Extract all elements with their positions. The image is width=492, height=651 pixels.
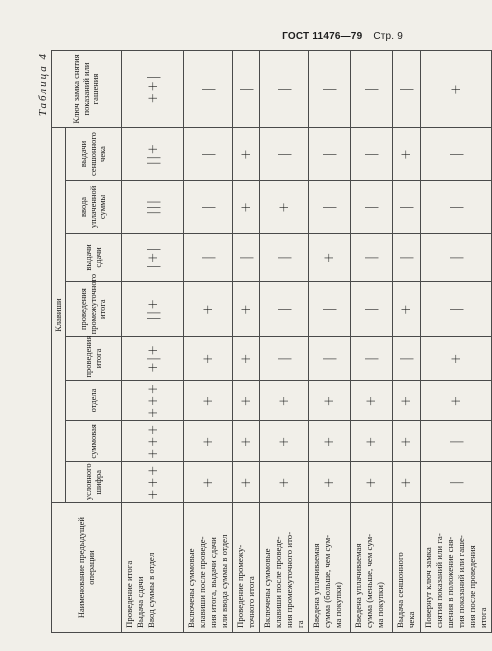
mark-value: | (399, 204, 415, 210)
mark-cell (308, 421, 350, 462)
mark-cell (308, 233, 350, 281)
keys-table (51, 50, 492, 633)
mark-cell (259, 380, 308, 421)
mark-cell (350, 51, 392, 128)
operation-line: ма покупки) (332, 582, 343, 628)
operation-line: ния промежуточного ито- (283, 531, 294, 628)
mark-cell (232, 51, 259, 128)
mark-cell (392, 380, 420, 421)
mark-cell (350, 337, 392, 380)
mark-cell (392, 421, 420, 462)
mark-value: + (322, 435, 338, 448)
table-row (184, 51, 233, 633)
operation-cell (392, 503, 420, 633)
operation-cell (122, 503, 184, 633)
mark-value: | (364, 254, 380, 261)
table-row (350, 51, 392, 633)
operation-line: ма покупки) (374, 582, 385, 628)
mark-value: + (364, 394, 380, 407)
table-row (392, 51, 420, 633)
mark-value: | (448, 479, 464, 485)
mark-cell (308, 51, 350, 128)
mark-value: | (200, 86, 216, 92)
page-header (282, 31, 403, 42)
mark-cell (184, 233, 233, 281)
mark-value: + (448, 394, 464, 407)
mark-cell (259, 233, 308, 281)
mark-value: + (200, 435, 216, 448)
mark-value: | (364, 204, 380, 210)
rotated-table-block (37, 50, 488, 633)
mark-cell (420, 421, 491, 462)
mark-value: + (276, 435, 292, 448)
mark-value: | (364, 86, 380, 92)
mark-value: + (238, 148, 254, 160)
mark-value: + (200, 476, 216, 489)
key-header: отдела (66, 380, 122, 421)
operation-line: тия показаний или гаше- (455, 535, 466, 628)
key-header: выдачи сеншонного чека (66, 128, 122, 181)
key-header: проведения промежуточного итога (66, 281, 122, 336)
mark-cell (232, 233, 259, 281)
operation-line: сумма (больше, чем сум- (321, 534, 332, 628)
mark-cell (420, 181, 491, 234)
mark-cell (122, 421, 184, 462)
mark-value: +++ (145, 464, 161, 501)
mark-value: | (276, 254, 292, 261)
table-row (420, 51, 491, 633)
mark-cell (308, 462, 350, 503)
table-row (259, 51, 308, 633)
mark-value: | (399, 355, 415, 362)
mark-cell (420, 128, 491, 181)
mark-cell (184, 128, 233, 181)
mark-value: +++ (145, 382, 161, 419)
mark-value: | (276, 306, 292, 312)
mark-cell (259, 462, 308, 503)
mark-value: ++| (145, 74, 161, 104)
lock-header: Ключ замка снятия показаний или гашения (52, 51, 122, 128)
mark-value: + (322, 476, 338, 489)
mark-cell (122, 128, 184, 181)
mark-cell (308, 380, 350, 421)
mark-value: | (276, 151, 292, 157)
operation-line: сумма (меньше, чем сум- (363, 533, 374, 628)
mark-value: | (448, 254, 464, 261)
mark-value: | (238, 254, 254, 261)
operation-line: Введена уплачиваемая (352, 543, 363, 628)
mark-cell (259, 281, 308, 336)
operation-cell (232, 503, 259, 633)
mark-cell (350, 181, 392, 234)
mark-value: | (276, 355, 292, 362)
key-header: ввода уплаченной суммы (66, 181, 122, 234)
operation-line: Выдача сеншонного (394, 552, 405, 628)
mark-value: | (364, 306, 380, 312)
operation-cell (350, 503, 392, 633)
mark-cell (122, 181, 184, 234)
mark-value: | (448, 306, 464, 312)
mark-cell (184, 181, 233, 234)
mark-cell (184, 462, 233, 503)
mark-cell (184, 337, 233, 380)
mark-value: + (448, 352, 464, 365)
mark-cell (308, 128, 350, 181)
mark-cell (420, 51, 491, 128)
mark-cell (420, 462, 491, 503)
keys-group-header: Клавиши (52, 128, 66, 503)
mark-value: + (200, 394, 216, 407)
mark-cell (122, 281, 184, 336)
operation-line: Проведение промежу- (234, 544, 245, 628)
mark-cell (232, 128, 259, 181)
operation-cell (308, 503, 350, 633)
table-row (122, 51, 184, 633)
mark-cell (232, 181, 259, 234)
mark-cell (122, 51, 184, 128)
table-row (232, 51, 259, 633)
mark-value: ||+ (145, 297, 161, 321)
mark-cell (232, 380, 259, 421)
mark-cell (392, 128, 420, 181)
mark-cell (420, 233, 491, 281)
operation-line: Проведение итога (124, 560, 134, 628)
operation-line: Повернут ключ замка (422, 547, 433, 628)
mark-value: |+| (145, 246, 161, 269)
mark-cell (392, 337, 420, 380)
mark-cell (232, 421, 259, 462)
mark-cell (392, 281, 420, 336)
mark-cell (420, 380, 491, 421)
mark-value: | (448, 204, 464, 210)
mark-cell (392, 462, 420, 503)
mark-value: + (399, 303, 415, 316)
operation-line: Введена уплачиваемая (310, 543, 321, 628)
mark-value: + (276, 201, 292, 213)
mark-value: + (238, 394, 254, 407)
mark-value: + (322, 251, 338, 264)
mark-value: | (200, 254, 216, 261)
mark-value: | (399, 254, 415, 261)
mark-value: + (364, 476, 380, 489)
mark-cell (122, 233, 184, 281)
mark-cell (350, 462, 392, 503)
mark-value: | (322, 204, 338, 210)
mark-value: + (238, 435, 254, 448)
mark-value: | (448, 151, 464, 157)
mark-value: + (200, 352, 216, 365)
mark-value: | (364, 151, 380, 157)
table-body (122, 51, 492, 633)
mark-cell (232, 281, 259, 336)
mark-cell (420, 281, 491, 336)
operation-line: клавиши после проведе- (196, 536, 207, 628)
mark-cell (350, 380, 392, 421)
mark-value: | (448, 438, 464, 445)
table-caption: Таблица 4 (37, 52, 49, 117)
mark-value: + (448, 83, 464, 95)
mark-cell (350, 128, 392, 181)
operation-line: итога (477, 607, 488, 628)
mark-cell (308, 337, 350, 380)
operation-header: Наименование предыдущей операции (52, 503, 122, 633)
mark-cell (232, 337, 259, 380)
mark-cell (259, 337, 308, 380)
mark-cell (184, 51, 233, 128)
operation-line: га (294, 620, 305, 628)
standard-number: ГОСТ 11476—79 (282, 31, 363, 42)
page-number: Стр. 9 (373, 31, 403, 42)
mark-cell (259, 181, 308, 234)
operation-line: Включены суммовые (186, 548, 196, 628)
mark-cell (308, 281, 350, 336)
mark-value: + (364, 435, 380, 448)
mark-value: + (276, 394, 292, 407)
mark-value: + (200, 303, 216, 316)
mark-value: + (238, 303, 254, 316)
mark-value: | (322, 355, 338, 362)
key-header: выдачи сдачи (66, 233, 122, 281)
mark-cell (122, 337, 184, 380)
mark-value: + (276, 476, 292, 489)
mark-value: + (399, 148, 415, 160)
mark-cell (184, 281, 233, 336)
mark-cell (259, 51, 308, 128)
mark-value: ||| (145, 198, 161, 216)
mark-value: | (322, 151, 338, 157)
mark-cell (232, 462, 259, 503)
key-header: проведения итога (66, 337, 122, 380)
mark-value: | (200, 151, 216, 157)
mark-cell (350, 421, 392, 462)
mark-cell (122, 462, 184, 503)
operation-line: или ввода суммы в отдел (218, 534, 229, 628)
mark-cell (392, 233, 420, 281)
mark-value: | (322, 306, 338, 312)
mark-value: + (399, 394, 415, 407)
mark-cell (350, 281, 392, 336)
mark-value: + (399, 435, 415, 448)
mark-cell (350, 233, 392, 281)
mark-cell (392, 181, 420, 234)
mark-cell (259, 128, 308, 181)
mark-value: | (364, 355, 380, 362)
mark-value: | (276, 86, 292, 92)
operation-line: чека (405, 611, 416, 628)
operation-line: ния после проведения (466, 545, 477, 628)
operation-line: клавиши после проведе- (272, 536, 283, 628)
operation-line: точного итога (245, 576, 256, 628)
mark-value: + (238, 352, 254, 365)
operation-line: Выдача сдачи (134, 576, 145, 628)
operation-cell (420, 503, 491, 633)
mark-cell (308, 181, 350, 234)
table-head (52, 51, 122, 633)
mark-cell (392, 51, 420, 128)
table-row (308, 51, 350, 633)
mark-value: ||+ (145, 142, 161, 166)
mark-value: | (322, 86, 338, 92)
mark-cell (259, 421, 308, 462)
operation-cell (259, 503, 308, 633)
mark-value: + (322, 394, 338, 407)
mark-value: | (399, 86, 415, 92)
mark-value: | (238, 86, 254, 92)
mark-value: + (399, 476, 415, 489)
mark-value: + (238, 476, 254, 489)
key-header: условного шифра (66, 462, 122, 503)
operation-line: Включены суммовые (261, 548, 272, 628)
operation-line: снятия показаний или га- (433, 533, 444, 628)
mark-value: +++ (145, 423, 161, 460)
mark-cell (184, 421, 233, 462)
mark-value: + (238, 201, 254, 213)
operation-line: шения в положение сня- (444, 536, 455, 628)
operation-line: Ввод суммы в отдел (145, 552, 156, 628)
mark-value: | (200, 204, 216, 210)
operation-line: ния итога, выдачи сдачи (207, 537, 218, 628)
mark-cell (420, 337, 491, 380)
mark-value: +|+ (145, 343, 161, 373)
mark-cell (122, 380, 184, 421)
key-header: суммовая (66, 421, 122, 462)
mark-cell (184, 380, 233, 421)
operation-cell (184, 503, 233, 633)
